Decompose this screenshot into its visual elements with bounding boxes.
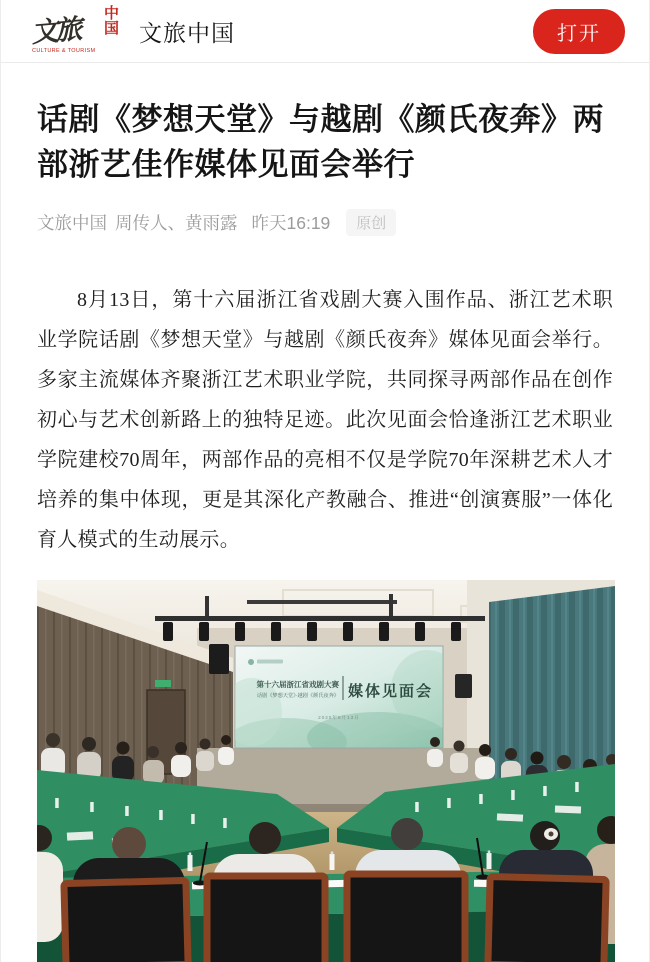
article-title: 话剧《梦想天堂》与越剧《颜氏夜奔》两部浙艺佳作媒体见面会举行 — [37, 102, 604, 182]
screen-logo-icon — [248, 659, 254, 665]
app-name: 文旅中国 — [139, 19, 235, 46]
logo-seal: 中国 — [104, 6, 120, 37]
logo-caption: CULTURE & TOURISM — [32, 48, 96, 54]
author-names: 周传人、黄雨露 — [115, 213, 238, 233]
screen-line1: 第十六届浙江省戏剧大赛 — [256, 680, 339, 689]
wall-speaker-left — [209, 644, 229, 674]
article-paragraph: 8月13日，第十六届浙江省戏剧大赛入围作品、浙江艺术职业学院话剧《梦想天堂》与越剧《颜氏夜奔》媒体见面会举行。多家主流媒体齐聚浙江艺术职业学院，共同探寻两部作品在创作初心与艺术创新路上的独特足迹。此次见面会恰逢浙江艺术职业学院建校70周年，两部作品的亮相不仅是学院70年深耕艺术人才培养的集中体现，更是其深化产教融合、推进“创演赛服”一体化育人模式的生动展示。 — [37, 289, 613, 551]
led-screen — [222, 646, 463, 766]
conference-room-photo — [37, 580, 615, 962]
wall-speaker-right — [455, 674, 472, 698]
screen-title: 媒体见面会 — [348, 684, 434, 700]
screen-date: 2025年8月13日 — [318, 715, 360, 720]
article-content — [1, 97, 649, 962]
original-badge: 原创 — [346, 209, 396, 236]
byline — [37, 209, 613, 236]
app-banner — [1, 0, 649, 63]
exit-sign — [155, 680, 171, 687]
publish-time: 昨天16:19 — [251, 213, 331, 233]
logo-calligraphy: 文旅 — [30, 13, 81, 50]
screen-line2: 话剧《梦想天堂》·越剧《颜氏夜奔》 — [256, 693, 339, 699]
article-photo[interactable] — [37, 580, 615, 962]
open-app-button[interactable]: 打开 — [533, 9, 625, 54]
source-name: 文旅中国 — [37, 213, 107, 233]
app-logo-icon — [25, 6, 123, 56]
